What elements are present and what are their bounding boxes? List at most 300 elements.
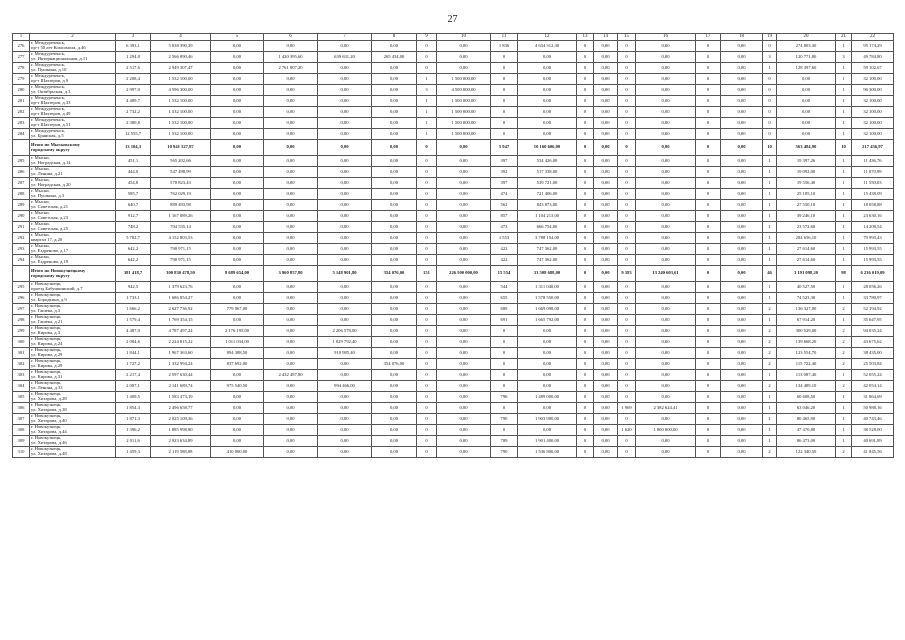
value-cell: 0 bbox=[417, 255, 437, 266]
column-number: 18 bbox=[721, 34, 763, 41]
value-cell: 397 bbox=[491, 156, 518, 167]
value-cell: 0 bbox=[417, 282, 437, 293]
value-cell: 0 bbox=[618, 381, 636, 392]
value-cell: 796 bbox=[491, 392, 518, 403]
value-cell: 0,00 bbox=[636, 41, 696, 52]
value-cell: 0,00 bbox=[264, 167, 318, 178]
row-number-cell bbox=[13, 266, 30, 282]
value-cell: 1 bbox=[836, 96, 852, 107]
value-cell: 1 532 100,00 bbox=[151, 118, 211, 129]
value-cell: 0 bbox=[696, 96, 721, 107]
value-cell: 0,00 bbox=[518, 370, 577, 381]
value-cell: 52 055,24 bbox=[852, 370, 894, 381]
table-row bbox=[13, 315, 894, 326]
value-cell: 942,5 bbox=[116, 282, 151, 293]
value-cell: 0,00 bbox=[636, 85, 696, 96]
value-cell: 2 517,6 bbox=[116, 63, 151, 74]
value-cell: 60 608,50 bbox=[777, 392, 836, 403]
value-cell: 0 bbox=[696, 118, 721, 129]
value-cell: 0,00 bbox=[594, 156, 618, 167]
value-cell: 2 bbox=[763, 359, 777, 370]
value-cell: 1 500 000,00 bbox=[437, 107, 491, 118]
value-cell: 1 bbox=[836, 403, 852, 414]
column-number: 9 bbox=[417, 34, 437, 41]
value-cell: 0 bbox=[577, 315, 594, 326]
capital-repair-table bbox=[12, 33, 894, 458]
value-cell: 0 bbox=[577, 156, 594, 167]
value-cell: 74 523,30 bbox=[777, 293, 836, 304]
value-cell: 27 614,60 bbox=[777, 255, 836, 266]
value-cell: 1 844,1 bbox=[116, 348, 151, 359]
value-cell: 0,00 bbox=[721, 140, 763, 156]
value-cell: 4 787 497,24 bbox=[151, 326, 211, 337]
value-cell: 0,00 bbox=[636, 255, 696, 266]
value-cell: 2 176 195,00 bbox=[211, 326, 264, 337]
value-cell: 40 743,46 bbox=[852, 414, 894, 425]
value-cell: 136 327,00 bbox=[777, 304, 836, 315]
value-cell: 354 076,00 bbox=[372, 266, 417, 282]
value-cell: 0,00 bbox=[594, 189, 618, 200]
table-row bbox=[13, 233, 894, 244]
value-cell: 0,00 bbox=[636, 244, 696, 255]
address-cell: г. Междуреченск, пр-т Шахтеров, д.33 bbox=[30, 96, 116, 107]
value-cell: 0,00 bbox=[211, 315, 264, 326]
value-cell: 0,00 bbox=[777, 107, 836, 118]
value-cell: 0 bbox=[577, 178, 594, 189]
value-cell: 0,00 bbox=[594, 244, 618, 255]
value-cell: 0 bbox=[577, 200, 594, 211]
value-cell: 1 583 473,19 bbox=[151, 392, 211, 403]
value-cell: 0 bbox=[577, 326, 594, 337]
table-row bbox=[13, 189, 894, 200]
value-cell: 80 465,90 bbox=[777, 414, 836, 425]
value-cell: 0,00 bbox=[518, 381, 577, 392]
value-cell: 32 100,00 bbox=[852, 118, 894, 129]
table-row bbox=[13, 129, 894, 140]
value-cell: 0,00 bbox=[211, 200, 264, 211]
value-cell: 666 754,00 bbox=[518, 222, 577, 233]
address-cell: г. Новокузнецк, ул. Бородкина, д.9 bbox=[30, 293, 116, 304]
value-cell: 1 379 623,76 bbox=[151, 282, 211, 293]
value-cell: 1 bbox=[417, 129, 437, 140]
value-cell: 0,00 bbox=[211, 189, 264, 200]
value-cell: 0,00 bbox=[372, 107, 417, 118]
value-cell: 0,00 bbox=[721, 63, 763, 74]
value-cell: 0 bbox=[618, 129, 636, 140]
value-cell: 0,00 bbox=[372, 233, 417, 244]
value-cell: 0,00 bbox=[721, 178, 763, 189]
value-cell: 0,00 bbox=[211, 293, 264, 304]
value-cell: 0,00 bbox=[318, 63, 372, 74]
table-row bbox=[13, 304, 894, 315]
value-cell: 857 bbox=[491, 211, 518, 222]
value-cell: 79 993,43 bbox=[852, 233, 894, 244]
value-cell: 0 bbox=[417, 52, 437, 63]
value-cell: 0,00 bbox=[372, 211, 417, 222]
value-cell: 0,00 bbox=[372, 156, 417, 167]
value-cell: 0 bbox=[577, 74, 594, 85]
value-cell: 0,00 bbox=[636, 74, 696, 85]
value-cell: 2 224 815,22 bbox=[151, 337, 211, 348]
value-cell: 0,00 bbox=[636, 178, 696, 189]
value-cell: 0,00 bbox=[318, 118, 372, 129]
value-cell: 38 435,00 bbox=[852, 348, 894, 359]
value-cell: 0 bbox=[696, 233, 721, 244]
value-cell: 0,00 bbox=[777, 96, 836, 107]
value-cell: 0 bbox=[696, 63, 721, 74]
value-cell: 32 100,00 bbox=[852, 129, 894, 140]
value-cell: 0,00 bbox=[211, 178, 264, 189]
value-cell: 1 029 792,40 bbox=[318, 337, 372, 348]
column-number: 1 bbox=[13, 34, 30, 41]
value-cell: 0,00 bbox=[437, 41, 491, 52]
value-cell: 1 bbox=[763, 200, 777, 211]
value-cell: 747 362,00 bbox=[518, 255, 577, 266]
value-cell: 0,00 bbox=[437, 337, 491, 348]
value-cell: 0,00 bbox=[437, 359, 491, 370]
value-cell: 0 bbox=[696, 200, 721, 211]
value-cell: 0,00 bbox=[594, 436, 618, 447]
value-cell: 0 bbox=[696, 381, 721, 392]
value-cell: 0 bbox=[696, 293, 721, 304]
value-cell: 0,00 bbox=[264, 315, 318, 326]
value-cell: 1 bbox=[763, 233, 777, 244]
value-cell: 790 bbox=[491, 447, 518, 458]
value-cell: 0,00 bbox=[721, 211, 763, 222]
value-cell: 0 bbox=[618, 282, 636, 293]
value-cell: 0,00 bbox=[721, 414, 763, 425]
value-cell: 0,00 bbox=[264, 96, 318, 107]
value-cell: 95 174,29 bbox=[852, 41, 894, 52]
row-number-cell: 282 bbox=[13, 107, 30, 118]
row-number-cell: 288 bbox=[13, 189, 30, 200]
value-cell: 0,00 bbox=[721, 447, 763, 458]
column-number: 19 bbox=[763, 34, 777, 41]
value-cell: 585,7 bbox=[116, 189, 151, 200]
column-number: 12 bbox=[518, 34, 577, 41]
value-cell: 25 185,10 bbox=[777, 189, 836, 200]
value-cell: 0,00 bbox=[594, 293, 618, 304]
value-cell: 123 554,70 bbox=[777, 348, 836, 359]
value-cell: 410 000,00 bbox=[211, 447, 264, 458]
subtotal-row bbox=[13, 266, 894, 282]
value-cell: 1 489 000,00 bbox=[518, 392, 577, 403]
value-cell: 790 bbox=[491, 414, 518, 425]
value-cell: 0,00 bbox=[721, 244, 763, 255]
value-cell: 13 240 603,61 bbox=[636, 266, 696, 282]
value-cell: 0,00 bbox=[318, 255, 372, 266]
value-cell: 1 bbox=[763, 178, 777, 189]
value-cell: 0,00 bbox=[318, 96, 372, 107]
value-cell: 0,00 bbox=[721, 41, 763, 52]
value-cell: 0,00 bbox=[636, 107, 696, 118]
value-cell: 0,00 bbox=[518, 326, 577, 337]
value-cell: 1 bbox=[836, 222, 852, 233]
value-cell: 2 bbox=[836, 337, 852, 348]
value-cell: 0,00 bbox=[518, 129, 577, 140]
value-cell: 0,00 bbox=[211, 233, 264, 244]
value-cell: 0 bbox=[618, 96, 636, 107]
value-cell: 2 084,6 bbox=[116, 337, 151, 348]
row-number-cell: 281 bbox=[13, 96, 30, 107]
value-cell: 837 692,00 bbox=[211, 359, 264, 370]
value-cell: 1 bbox=[836, 156, 852, 167]
value-cell: 0 bbox=[577, 392, 594, 403]
value-cell: 1 bbox=[836, 233, 852, 244]
value-cell: 59 102,67 bbox=[852, 63, 894, 74]
value-cell: 2 208,4 bbox=[116, 74, 151, 85]
value-cell: 1 420 395,60 bbox=[264, 52, 318, 63]
value-cell: 0,00 bbox=[372, 403, 417, 414]
row-number-cell: 294 bbox=[13, 255, 30, 266]
column-number: 21 bbox=[836, 34, 852, 41]
value-cell: 0 bbox=[577, 52, 594, 63]
value-cell: 0,00 bbox=[264, 326, 318, 337]
value-cell: 0,00 bbox=[437, 156, 491, 167]
value-cell: 473 bbox=[491, 222, 518, 233]
value-cell: 1 011 034,00 bbox=[211, 337, 264, 348]
row-number-cell: 299 bbox=[13, 326, 30, 337]
value-cell: 0 bbox=[417, 293, 437, 304]
value-cell: 0,00 bbox=[721, 348, 763, 359]
value-cell: 0,00 bbox=[594, 96, 618, 107]
value-cell: 10 bbox=[763, 140, 777, 156]
value-cell: 889 493,98 bbox=[151, 200, 211, 211]
address-cell: г. Междуреченск, ул. Октябрьская, д.3 bbox=[30, 85, 116, 96]
value-cell: 642,2 bbox=[116, 255, 151, 266]
value-cell: 0 bbox=[618, 222, 636, 233]
value-cell: 0,00 bbox=[636, 211, 696, 222]
value-cell: 0 bbox=[491, 118, 518, 129]
value-cell: 0,00 bbox=[318, 392, 372, 403]
value-cell: 0,00 bbox=[318, 129, 372, 140]
value-cell: 0 bbox=[618, 326, 636, 337]
value-cell: 1 733,1 bbox=[116, 293, 151, 304]
value-cell: 0 bbox=[577, 118, 594, 129]
value-cell: 0 bbox=[618, 41, 636, 52]
value-cell: 0 bbox=[696, 211, 721, 222]
row-number-cell: 277 bbox=[13, 52, 30, 63]
value-cell: 0,00 bbox=[721, 403, 763, 414]
value-cell: 0,00 bbox=[636, 359, 696, 370]
value-cell: 2 007,1 bbox=[116, 381, 151, 392]
table-row bbox=[13, 107, 894, 118]
table-row bbox=[13, 222, 894, 233]
value-cell: 0,00 bbox=[721, 282, 763, 293]
table-row bbox=[13, 293, 894, 304]
address-cell: г. Новокузнецк, ул. Кирова, д.24 bbox=[30, 337, 116, 348]
value-cell: 3 191 098,20 bbox=[777, 266, 836, 282]
value-cell: 2 bbox=[763, 326, 777, 337]
address-cell: г. Новокузнецк, ул. Гашека, д.21 bbox=[30, 315, 116, 326]
row-number-cell: 276 bbox=[13, 41, 30, 52]
row-number-cell: 286 bbox=[13, 167, 30, 178]
value-cell: 47 470,80 bbox=[777, 425, 836, 436]
value-cell: 0,00 bbox=[211, 41, 264, 52]
value-cell: 843 873,00 bbox=[518, 200, 577, 211]
value-cell: 0 bbox=[577, 282, 594, 293]
value-cell: 0 bbox=[696, 359, 721, 370]
table-row bbox=[13, 244, 894, 255]
value-cell: 2 025 109,36 bbox=[151, 414, 211, 425]
value-cell: 1 332 994,24 bbox=[151, 359, 211, 370]
value-cell: 0,00 bbox=[264, 156, 318, 167]
value-cell: 0 bbox=[577, 425, 594, 436]
value-cell: 0,00 bbox=[211, 63, 264, 74]
value-cell: 98 bbox=[836, 266, 852, 282]
row-number-cell: 285 bbox=[13, 156, 30, 167]
value-cell: 19 556,40 bbox=[777, 178, 836, 189]
table-row bbox=[13, 74, 894, 85]
value-cell: 0,00 bbox=[594, 370, 618, 381]
value-cell: 1 536 800,00 bbox=[518, 447, 577, 458]
value-cell: 0,00 bbox=[636, 118, 696, 129]
value-cell: 2 997,0 bbox=[116, 85, 151, 96]
value-cell: 0 bbox=[417, 304, 437, 315]
value-cell: 0,00 bbox=[372, 348, 417, 359]
value-cell: 0 bbox=[618, 200, 636, 211]
value-cell: 0 bbox=[618, 167, 636, 178]
value-cell: 2 bbox=[763, 337, 777, 348]
value-cell: 2 732,2 bbox=[116, 107, 151, 118]
value-cell: 655 bbox=[491, 293, 518, 304]
value-cell: 0,00 bbox=[372, 326, 417, 337]
value-cell: 397 bbox=[491, 178, 518, 189]
row-number-cell: 310 bbox=[13, 447, 30, 458]
value-cell: 0 bbox=[577, 140, 594, 156]
value-cell: 0,00 bbox=[318, 425, 372, 436]
value-cell: 2 206 578,00 bbox=[318, 326, 372, 337]
value-cell: 0 bbox=[417, 167, 437, 178]
value-cell: 1 686 854,27 bbox=[151, 293, 211, 304]
address-cell: г. Новокузнецк, ул. Кирова, д.31 bbox=[30, 370, 116, 381]
value-cell: 0 bbox=[763, 74, 777, 85]
value-cell: 40 527,50 bbox=[777, 282, 836, 293]
value-cell: 0 bbox=[417, 41, 437, 52]
value-cell: 0 bbox=[696, 403, 721, 414]
address-cell: г. Междуреченск, ул. Брянская, д.5 bbox=[30, 129, 116, 140]
value-cell: 1 bbox=[763, 315, 777, 326]
value-cell: 0,00 bbox=[372, 370, 417, 381]
value-cell: 747 362,00 bbox=[518, 244, 577, 255]
value-cell: 0 bbox=[696, 140, 721, 156]
value-cell: 0 bbox=[696, 337, 721, 348]
row-number-cell: 279 bbox=[13, 74, 30, 85]
value-cell: 32 100,00 bbox=[852, 74, 894, 85]
value-cell: 0 bbox=[618, 304, 636, 315]
value-cell: 0,00 bbox=[518, 107, 577, 118]
value-cell: 2 bbox=[836, 348, 852, 359]
value-cell: 0,00 bbox=[437, 255, 491, 266]
value-cell: 0,00 bbox=[594, 315, 618, 326]
value-cell: 0 bbox=[417, 370, 437, 381]
address-cell: г. Мыски, ул. Ноградская, д.14 bbox=[30, 156, 116, 167]
value-cell: 0,00 bbox=[318, 189, 372, 200]
value-cell: 0 bbox=[618, 255, 636, 266]
value-cell: 779 067,00 bbox=[211, 304, 264, 315]
value-cell: 0 bbox=[763, 107, 777, 118]
value-cell: 0 bbox=[417, 359, 437, 370]
value-cell: 0,00 bbox=[636, 233, 696, 244]
value-cell: 2 382 624,41 bbox=[636, 403, 696, 414]
value-cell: 354 076,00 bbox=[372, 359, 417, 370]
value-cell: 10 160 606,00 bbox=[518, 140, 577, 156]
value-cell: 0,00 bbox=[264, 282, 318, 293]
value-cell: 0,00 bbox=[721, 293, 763, 304]
value-cell: 0,00 bbox=[721, 167, 763, 178]
value-cell: 0,00 bbox=[211, 156, 264, 167]
value-cell: 27 550,10 bbox=[777, 200, 836, 211]
value-cell: 0 bbox=[696, 266, 721, 282]
value-cell: 0 bbox=[577, 255, 594, 266]
value-cell: 0 bbox=[618, 52, 636, 63]
value-cell: 0,00 bbox=[636, 200, 696, 211]
value-cell: 11 550,03 bbox=[852, 178, 894, 189]
value-cell: 2 bbox=[836, 447, 852, 458]
value-cell: 6 236 019,09 bbox=[852, 266, 894, 282]
value-cell: 0,00 bbox=[594, 233, 618, 244]
value-cell: 0,00 bbox=[636, 63, 696, 74]
value-cell: 0 bbox=[696, 156, 721, 167]
subtotal-row bbox=[13, 140, 894, 156]
value-cell: 1 bbox=[763, 167, 777, 178]
value-cell: 0,00 bbox=[437, 222, 491, 233]
value-cell: 1 bbox=[836, 255, 852, 266]
row-number-cell: 287 bbox=[13, 178, 30, 189]
table-row bbox=[13, 337, 894, 348]
value-cell: 1 bbox=[763, 403, 777, 414]
value-cell: 0,00 bbox=[437, 436, 491, 447]
value-cell: 2 bbox=[763, 447, 777, 458]
value-cell: 1 800 000,00 bbox=[636, 425, 696, 436]
value-cell: 2 bbox=[763, 348, 777, 359]
value-cell: 0,00 bbox=[318, 244, 372, 255]
value-cell: 0,00 bbox=[318, 293, 372, 304]
value-cell: 0 bbox=[491, 348, 518, 359]
value-cell: 0 bbox=[696, 107, 721, 118]
value-cell: 0,00 bbox=[211, 118, 264, 129]
value-cell: 0 bbox=[417, 315, 437, 326]
value-cell: 0 bbox=[417, 200, 437, 211]
column-number: 22 bbox=[852, 34, 894, 41]
value-cell: 0 bbox=[577, 129, 594, 140]
value-cell: 0,00 bbox=[437, 140, 491, 156]
value-cell: 0,00 bbox=[318, 178, 372, 189]
value-cell: 1 bbox=[836, 107, 852, 118]
value-cell: 2 bbox=[763, 304, 777, 315]
value-cell: 0,00 bbox=[372, 315, 417, 326]
value-cell: 422 bbox=[491, 244, 518, 255]
value-cell: 0 bbox=[491, 52, 518, 63]
value-cell: 15 438,09 bbox=[852, 189, 894, 200]
value-cell: 0 bbox=[577, 222, 594, 233]
value-cell: 0 bbox=[618, 359, 636, 370]
value-cell: 0,00 bbox=[264, 304, 318, 315]
value-cell: 0,00 bbox=[318, 414, 372, 425]
table-row bbox=[13, 156, 894, 167]
value-cell: 1 bbox=[836, 167, 852, 178]
column-number: 2 bbox=[30, 34, 116, 41]
value-cell: 0,00 bbox=[721, 200, 763, 211]
value-cell: 0,00 bbox=[594, 107, 618, 118]
address-cell: г. Междуреченск, пр-т Шахтеров, д.51 bbox=[30, 118, 116, 129]
value-cell: 2 597 630,44 bbox=[151, 370, 211, 381]
value-cell: 0,00 bbox=[636, 337, 696, 348]
value-cell: 1 553 bbox=[491, 233, 518, 244]
value-cell: 0 bbox=[577, 189, 594, 200]
value-cell: 0,00 bbox=[518, 348, 577, 359]
value-cell: 2 141 689,74 bbox=[151, 381, 211, 392]
